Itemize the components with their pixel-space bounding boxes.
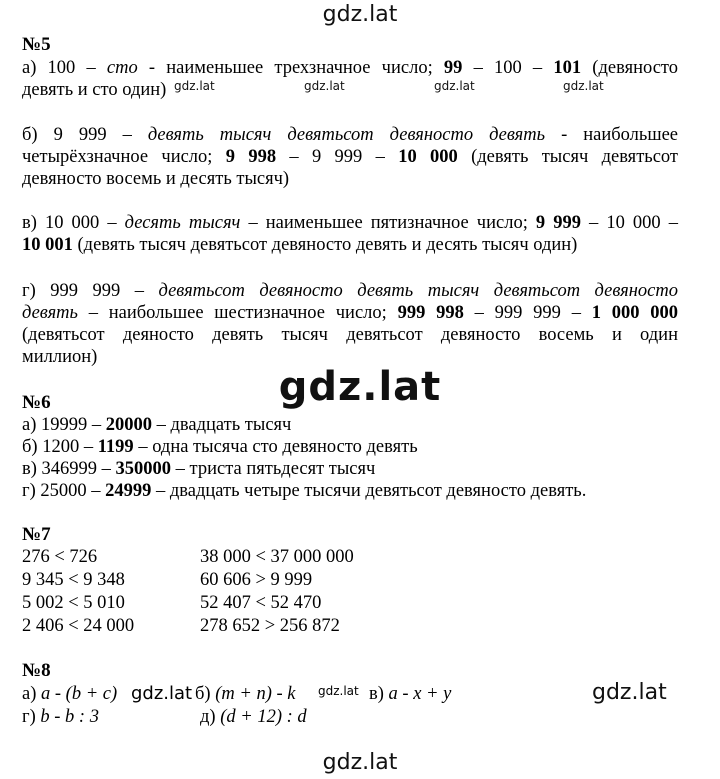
- ex8-item-a: а) a - (b + c): [22, 684, 118, 704]
- ex8-item-d: д) (d + 12) : d: [200, 707, 307, 727]
- ex6-title: №6: [22, 392, 51, 413]
- ex5-g-line3: (девятьсот деяносто девять тысяч девятьсот девяносто восемь и один: [22, 325, 678, 345]
- ex8-item-b: б) (m + n) - k: [195, 684, 296, 704]
- ex7-right-item: 278 652 > 256 872: [200, 616, 340, 636]
- ex5-title: №5: [22, 34, 51, 55]
- ex7-left-item: 2 406 < 24 000: [22, 616, 135, 636]
- ex8-title: №8: [22, 660, 51, 681]
- watermark-small-1: gdz.lat: [174, 79, 215, 93]
- ex7-left-item: 5 002 < 5 010: [22, 593, 125, 613]
- ex7-left-item: 276 < 726: [22, 547, 98, 567]
- ex7-right-item: 52 407 < 52 470: [200, 593, 322, 613]
- watermark-big: gdz.lat: [278, 364, 442, 410]
- ex5-b-line3: девяносто восемь и десять тысяч): [22, 169, 290, 189]
- watermark-small-4: gdz.lat: [563, 79, 604, 93]
- ex5-g-line2: девять – наибольшее шестизначное число; 999 998 – 999 999 – 1 000 000: [22, 303, 679, 323]
- watermark-small-3: gdz.lat: [434, 79, 475, 93]
- ex7-right-item: 60 606 > 9 999: [200, 570, 313, 590]
- ex5-b-line2: четырёхзначное число; 9 998 – 9 999 – 10 000 (девять тысяч девятьсот: [22, 147, 679, 167]
- ex8-inline-watermark: gdz.lat: [131, 683, 193, 704]
- ex5-a-line1: а) 100 – сто - наименьшее трехзначное число; 99 – 100 – 101 (девяносто: [22, 58, 679, 78]
- ex7-title: №7: [22, 524, 51, 545]
- ex8-item-v: в) a - x + y: [369, 684, 452, 704]
- ex6-row: а) 19999 – 20000 – двадцать тысяч: [22, 415, 292, 435]
- ex5-g-line1: г) 999 999 – девятьсот девяносто девять тысяч девятьсот девяносто: [22, 281, 678, 301]
- ex5-a-line2: девять и сто один): [22, 80, 167, 100]
- ex5-v-line2: 10 001 (девять тысяч девятьсот девяносто девять и десять тысяч один): [22, 235, 578, 255]
- ex6-row: б) 1200 – 1199 – одна тысяча сто девяносто девять: [22, 437, 418, 457]
- ex5-g-line4: миллион): [22, 347, 98, 367]
- watermark-bottom: gdz.lat: [322, 750, 398, 775]
- watermark-right: gdz.lat: [592, 680, 667, 705]
- ex8-item-g: г) b - b : 3: [22, 707, 99, 727]
- ex7-left-item: 9 345 < 9 348: [22, 570, 125, 590]
- ex6-row: в) 346999 – 350000 – триста пятьдесят тысяч: [22, 459, 376, 479]
- ex8-inline-small-watermark: gdz.lat: [318, 684, 359, 698]
- watermark-top: gdz.lat: [322, 2, 398, 27]
- ex5-b-line1: б) 9 999 – девять тысяч девятьсот девяносто девять - наибольшее: [22, 125, 678, 145]
- ex5-v-line1: в) 10 000 – десять тысяч – наименьшее пятизначное число; 9 999 – 10 000 –: [22, 213, 678, 233]
- ex7-right-item: 38 000 < 37 000 000: [200, 547, 354, 567]
- watermark-small-2: gdz.lat: [304, 79, 345, 93]
- ex6-row: г) 25000 – 24999 – двадцать четыре тысячи девятьсот девяносто девять.: [22, 481, 587, 501]
